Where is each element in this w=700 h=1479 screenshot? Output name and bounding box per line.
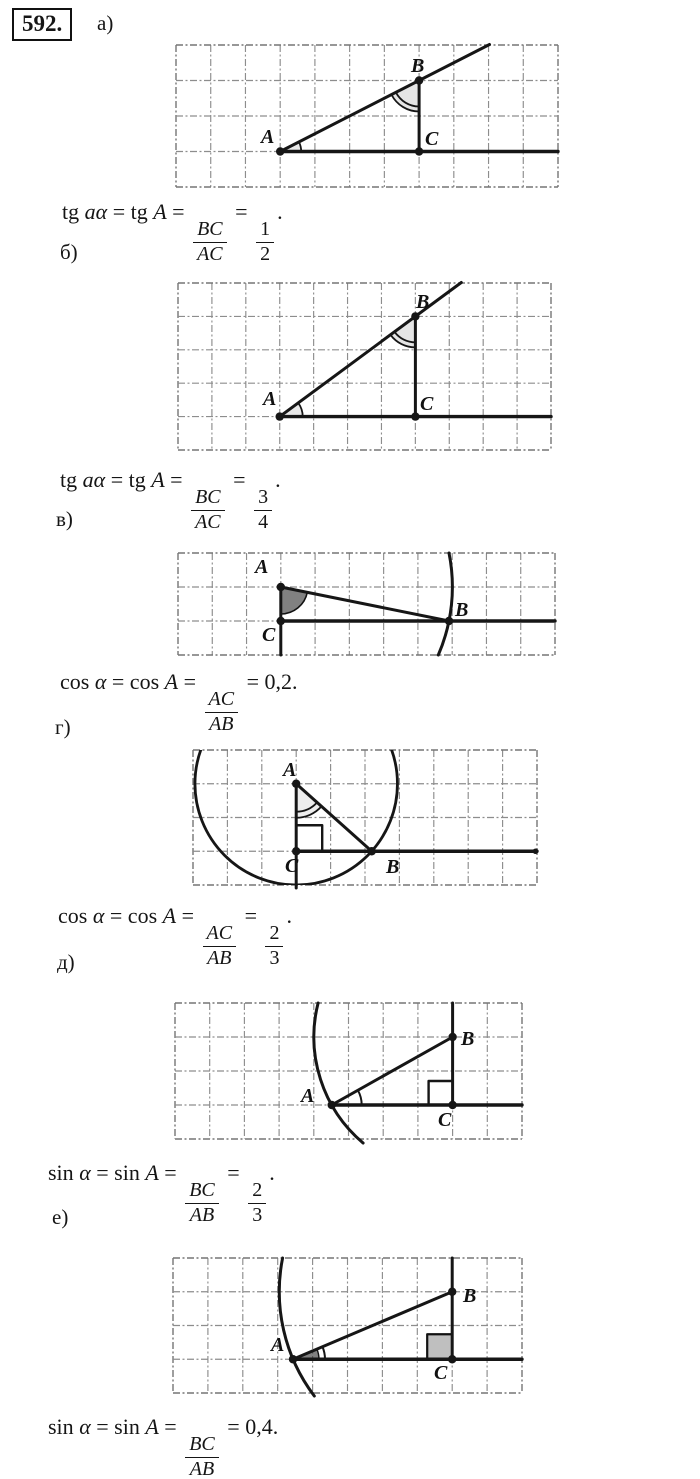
formula-text: =	[227, 467, 252, 492]
formula-text: cos	[58, 903, 93, 928]
formula-text: =	[221, 1160, 246, 1185]
fraction	[205, 689, 239, 735]
formula-4	[58, 904, 292, 969]
formula-text: tg	[60, 467, 83, 492]
formula-text: = tg	[107, 199, 154, 224]
right-angle-square	[427, 1334, 452, 1359]
fraction	[256, 219, 274, 265]
point-b	[445, 617, 453, 625]
label-b: B	[411, 55, 425, 77]
arc-through-a	[314, 1003, 363, 1143]
formula-text: = cos	[104, 903, 163, 928]
fraction-denominator: AB	[189, 1203, 215, 1226]
problem-number-box	[12, 8, 72, 41]
point-c	[415, 147, 423, 155]
label-c: C	[425, 128, 439, 150]
formula-text: α	[92, 903, 105, 928]
fraction-denominator: AC	[197, 242, 223, 265]
formula-text: =	[158, 1160, 183, 1185]
fraction-denominator: 2	[260, 242, 271, 265]
fraction-numerator: BC	[191, 487, 225, 511]
formula-text: A	[151, 467, 165, 492]
formula-text: α	[79, 1160, 91, 1185]
formula-text: aα	[84, 199, 108, 224]
point-b	[448, 1288, 456, 1296]
formula-text: .	[277, 199, 283, 224]
formula-text: =	[158, 1414, 183, 1439]
label-a: A	[261, 126, 275, 148]
fraction-numerator: BC	[193, 219, 227, 243]
fraction-numerator: AC	[203, 923, 237, 947]
formula-text: = tg	[105, 467, 152, 492]
fraction-numerator: 1	[256, 219, 274, 243]
label-b: B	[386, 856, 400, 878]
formula-text: .	[286, 903, 292, 928]
point-c	[448, 1355, 456, 1363]
fraction-numerator: BC	[185, 1434, 219, 1458]
point-c	[411, 412, 419, 420]
formula-text: = 0,4.	[221, 1414, 279, 1439]
part-label-6: е)	[52, 1205, 69, 1229]
point-c	[277, 617, 285, 625]
formula-text: A	[145, 1414, 159, 1439]
fraction	[191, 487, 225, 533]
fraction-numerator: 2	[248, 1180, 266, 1204]
label-c: C	[420, 393, 434, 415]
label-b: B	[461, 1028, 475, 1050]
arc-through-a	[279, 1258, 314, 1396]
point-c	[448, 1101, 456, 1109]
fraction	[265, 923, 283, 969]
right-angle-square	[296, 825, 322, 851]
label-c: C	[438, 1109, 452, 1131]
label-b: B	[455, 599, 469, 621]
fraction	[248, 1180, 266, 1226]
point-a	[276, 412, 284, 420]
formula-text: A	[162, 903, 177, 928]
formula-text: = sin	[90, 1160, 146, 1185]
line-end-dot	[533, 848, 539, 854]
formula-text: α	[94, 669, 107, 694]
grid-diagram-5	[175, 1003, 522, 1139]
label-a: A	[283, 759, 297, 781]
fraction-numerator: AC	[205, 689, 239, 713]
formula-text: =	[164, 467, 189, 492]
formula-text: =	[239, 903, 263, 928]
fraction-numerator: 2	[265, 923, 283, 947]
formula-6	[48, 1415, 278, 1479]
point-a	[277, 583, 285, 591]
part-label-2: б)	[60, 240, 78, 264]
formula-text: sin	[48, 1414, 80, 1439]
fraction	[193, 219, 227, 265]
label-a: A	[271, 1334, 285, 1356]
fraction-numerator: 3	[254, 487, 272, 511]
point-a	[276, 147, 284, 155]
right-angle-square	[429, 1081, 453, 1105]
part-label-4: г)	[55, 715, 71, 739]
angle-a-arc	[323, 1347, 326, 1359]
formula-text: A	[145, 1160, 159, 1185]
point-a	[289, 1355, 297, 1363]
label-c: C	[434, 1362, 448, 1384]
formula-text: =	[176, 903, 200, 928]
arc-through-b	[438, 553, 452, 655]
grid-diagram-1	[176, 45, 558, 187]
point-b	[448, 1033, 456, 1041]
grid-diagram-6	[173, 1258, 522, 1393]
fraction-denominator: AB	[189, 1457, 215, 1479]
formula-text: .	[269, 1160, 275, 1185]
fraction	[185, 1434, 219, 1479]
hypotenuse-ab	[281, 587, 449, 621]
label-b: B	[463, 1285, 477, 1307]
label-a: A	[301, 1085, 315, 1107]
point-b	[368, 847, 376, 855]
fraction-denominator: 4	[258, 510, 269, 533]
fraction	[254, 487, 272, 533]
formula-text: = 0,2.	[241, 669, 298, 694]
angle-a-arc	[358, 1090, 362, 1105]
part-label-3: в)	[56, 507, 73, 531]
grid-diagram-3	[178, 553, 555, 655]
fraction-denominator: AB	[209, 712, 234, 735]
formula-text: cos	[60, 669, 95, 694]
formula-text: =	[178, 669, 202, 694]
part-label-5: д)	[57, 950, 75, 974]
label-a: A	[255, 556, 269, 578]
formula-text: =	[229, 199, 254, 224]
formula-text: = sin	[90, 1414, 146, 1439]
formula-text: tg	[62, 199, 85, 224]
label-c: C	[262, 624, 276, 646]
fraction	[203, 923, 237, 969]
label-b: B	[416, 291, 430, 313]
formula-text: α	[79, 1414, 91, 1439]
formula-text: A	[164, 669, 179, 694]
label-a: A	[263, 388, 277, 410]
formula-text: sin	[48, 1160, 80, 1185]
fraction-denominator: 3	[252, 1203, 263, 1226]
formula-1	[62, 200, 283, 265]
formula-text: =	[166, 199, 191, 224]
formula-text: = cos	[106, 669, 165, 694]
point-b	[411, 312, 419, 320]
formula-text: .	[275, 467, 281, 492]
point-b	[415, 76, 423, 84]
formula-2	[60, 468, 281, 533]
grid-diagram-2	[178, 283, 551, 450]
point-a	[328, 1101, 336, 1109]
grid-diagram-4	[193, 750, 537, 885]
formula-text: A	[153, 199, 167, 224]
problem-number: 592.	[22, 11, 63, 36]
formula-3	[60, 670, 297, 735]
formula-5	[48, 1161, 275, 1226]
formula-text: aα	[82, 467, 106, 492]
fraction	[185, 1180, 219, 1226]
fraction-denominator: AB	[207, 946, 232, 969]
fraction-denominator: 3	[269, 946, 280, 969]
fraction-numerator: BC	[185, 1180, 219, 1204]
part-label-1: а)	[97, 11, 114, 35]
fraction-denominator: AC	[195, 510, 221, 533]
label-c: C	[285, 855, 299, 877]
